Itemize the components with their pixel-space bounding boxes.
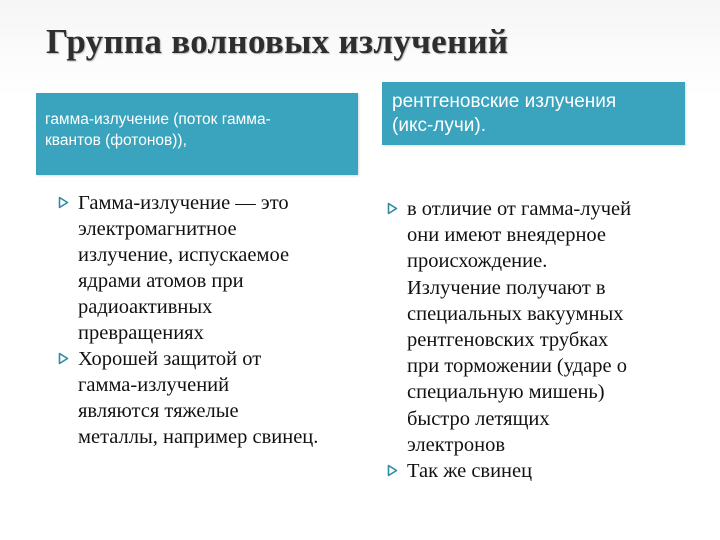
gamma-bullet-list <box>58 190 368 450</box>
list-item <box>58 190 368 346</box>
triangle-bullet-icon <box>58 352 69 365</box>
xray-bullet-list <box>387 196 687 484</box>
list-item <box>387 196 687 458</box>
xray-item-text: Так же свинец <box>407 460 533 483</box>
triangle-bullet-icon <box>58 196 69 209</box>
list-item <box>58 346 368 450</box>
xray-header-box <box>382 82 685 145</box>
gamma-item-text: Гамма-излучение — это электромагнитное излучение, испускаемое ядрами атомов при радиоактивных превращениях <box>78 192 290 344</box>
gamma-item-text: Хорошей защитой от гамма-излучений являются тяжелые металлы, например свинец. <box>78 348 319 448</box>
xray-header-text: рентгеновские излучения (икс-лучи). <box>392 91 617 136</box>
xray-item-text: в отличие от гамма-лучей они имеют внеядерное происхождение. Излучение получают в специальных вакуумных рентгеновских трубках при торможении (ударе о специальную мишень) быстро летящих электронов <box>407 198 632 456</box>
list-item <box>387 458 687 484</box>
triangle-bullet-icon <box>387 202 398 215</box>
triangle-bullet-icon <box>387 464 398 477</box>
xray-column <box>387 196 687 484</box>
gamma-header-box <box>36 93 358 175</box>
slide-title: Группа волновых излучений <box>46 22 509 61</box>
gamma-column <box>58 190 368 450</box>
gamma-header-text: гамма-излучение (поток гамма- квантов (фотонов)), <box>45 111 271 149</box>
